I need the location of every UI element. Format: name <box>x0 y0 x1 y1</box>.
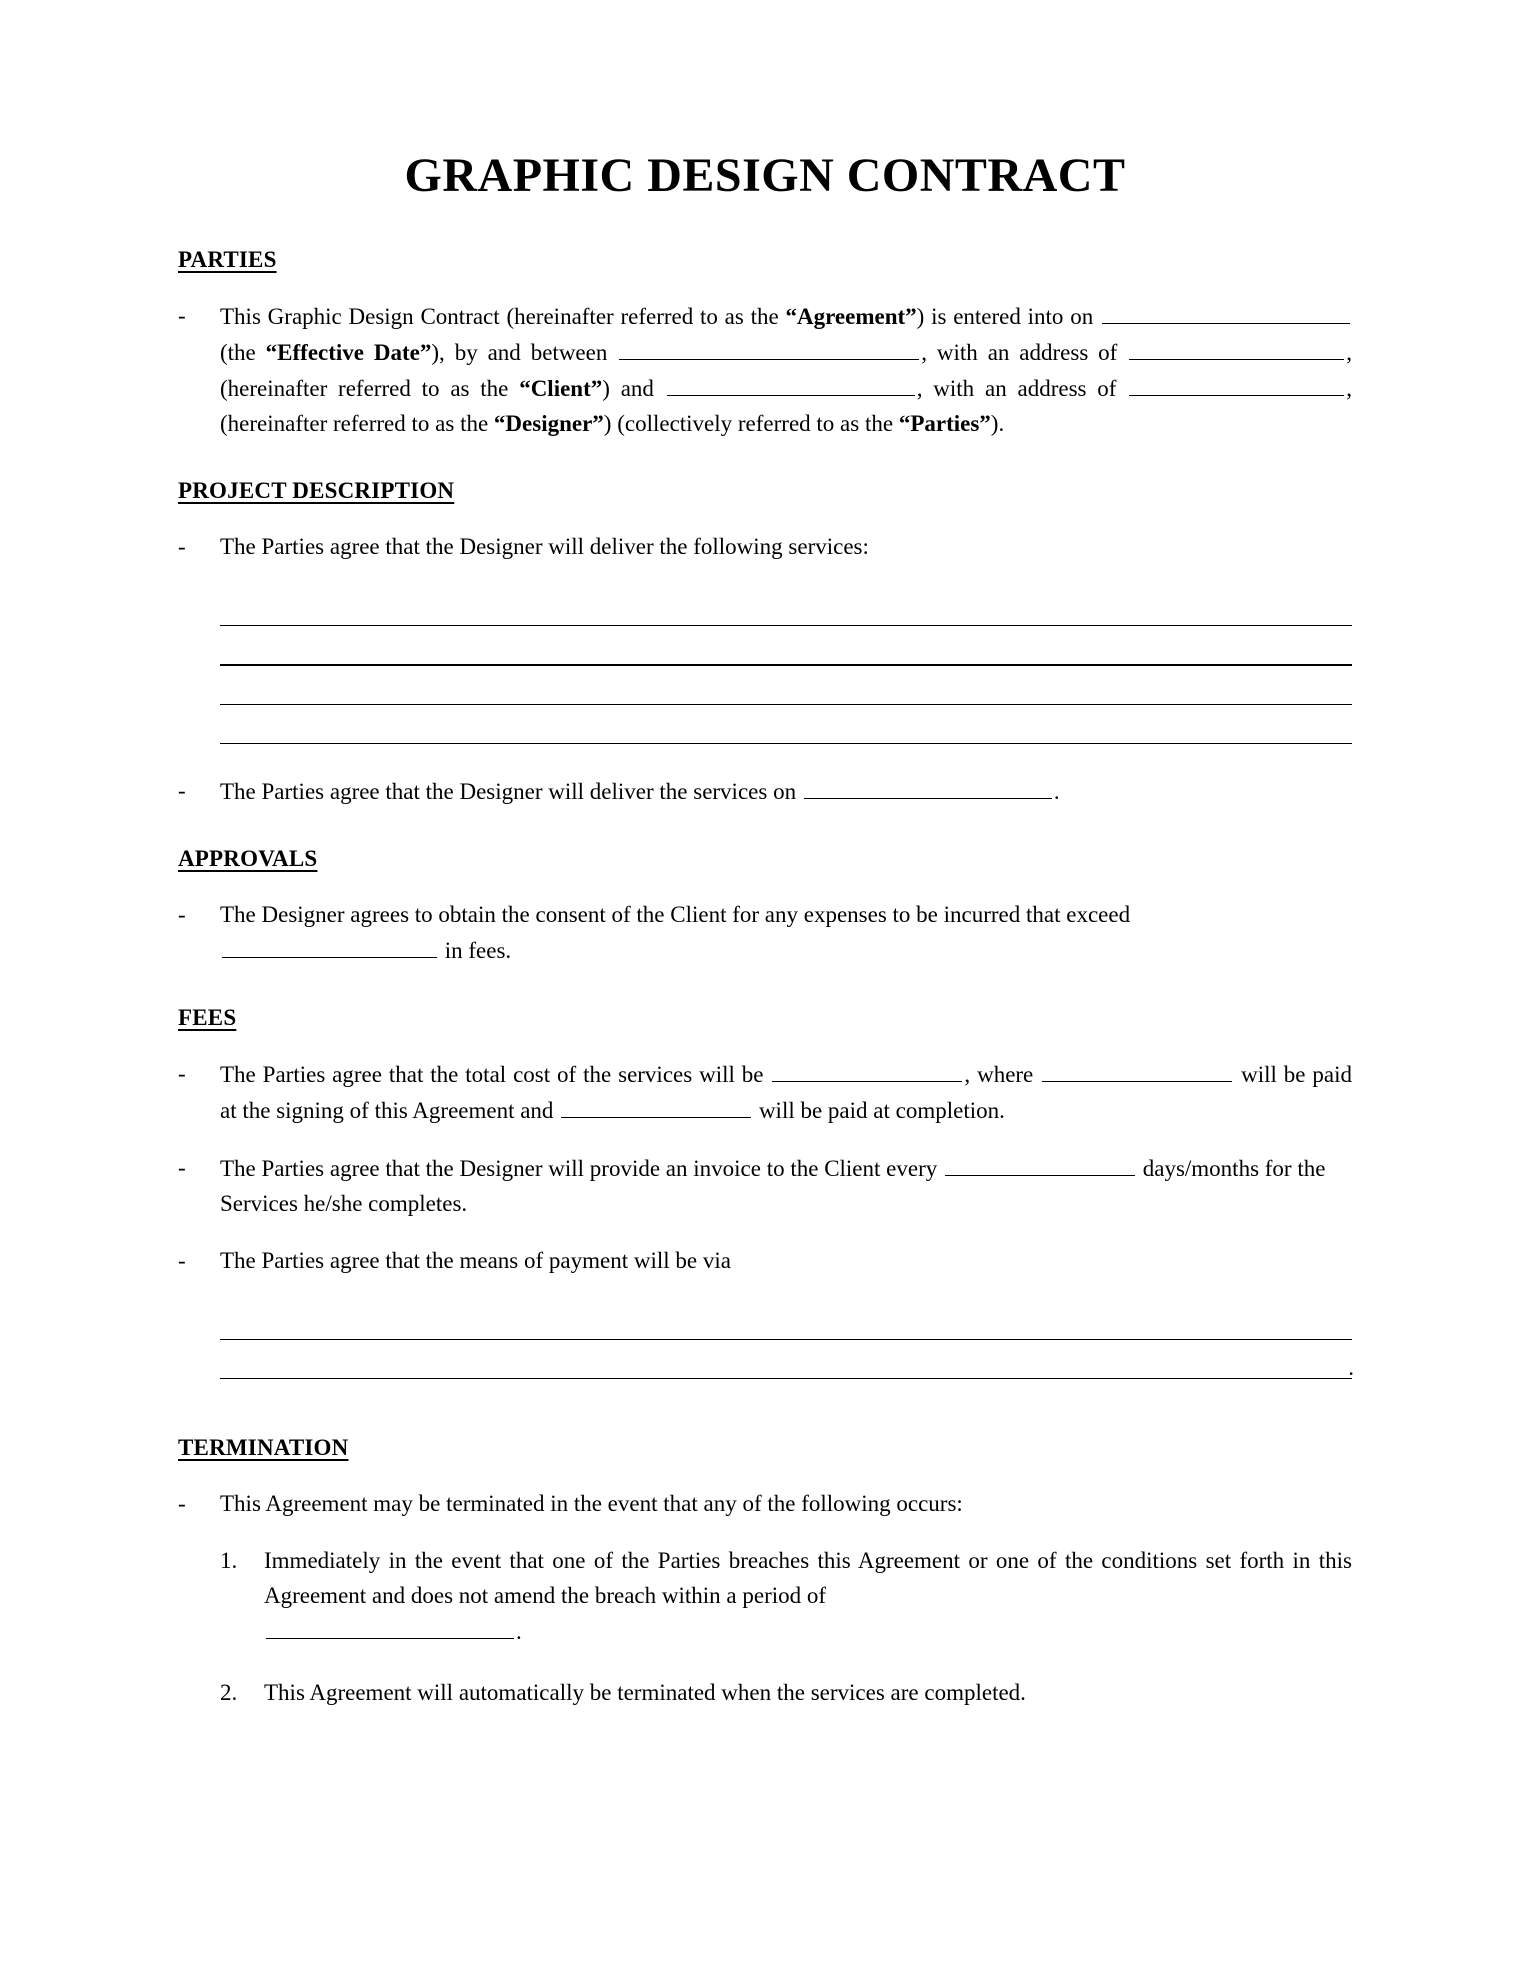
approvals-bullet <box>178 898 1352 969</box>
term-client: “Client” <box>519 376 603 402</box>
payment-means-blank-lines <box>178 1301 1352 1379</box>
designer-name-blank[interactable] <box>667 371 915 396</box>
termination-item-1 <box>178 1544 1352 1650</box>
page-title: GRAPHIC DESIGN CONTRACT <box>404 149 1126 202</box>
fees-payment-means-text: The Parties agree that the means of payment will be via <box>220 1248 731 1274</box>
designer-address-blank[interactable] <box>1129 371 1344 396</box>
section-heading-termination: TERMINATION <box>178 1435 349 1461</box>
termination-item-1-text <box>264 1544 1352 1650</box>
parties-text-6: , (hereinafter referred to as the <box>220 340 1352 402</box>
payment-means-period: . <box>1348 1355 1354 1381</box>
fees-text-4: will be paid at completion. <box>753 1098 1005 1124</box>
parties-text-10: ) (collectively referred to as the <box>603 411 899 437</box>
parties-bullet-text <box>220 299 1352 442</box>
delivery-date-suffix: . <box>1053 779 1060 805</box>
parties-text-8: , with an address of <box>916 376 1128 402</box>
fees-bullet-invoice <box>178 1151 1352 1222</box>
bullet-marker: - <box>178 902 186 928</box>
spacer <box>178 832 1352 846</box>
fees-bullet-total-cost <box>178 1057 1352 1129</box>
bullet-marker: - <box>178 302 186 328</box>
delivery-date-prefix: The Parties agree that the Designer will deliver the services on <box>220 779 802 805</box>
deposit-amount-blank[interactable] <box>1042 1057 1232 1082</box>
fees-invoice-text <box>220 1151 1352 1222</box>
approvals-suffix: in fees. <box>439 938 512 964</box>
bullet-marker: - <box>178 777 186 803</box>
parties-text-3: (the <box>220 340 266 366</box>
client-name-blank[interactable] <box>619 335 919 360</box>
parties-text-9: , (hereinafter referred to as the <box>220 376 1352 437</box>
bullet-marker: - <box>178 1248 186 1274</box>
fees-total-cost-text <box>220 1057 1352 1129</box>
section-heading-project-description: PROJECT DESCRIPTION <box>178 478 455 504</box>
project-description-blank-lines <box>178 587 1352 744</box>
client-address-blank[interactable] <box>1129 335 1344 360</box>
term-designer: “Designer” <box>493 411 604 437</box>
list-number: 2. <box>220 1680 238 1706</box>
section-project-description <box>178 478 1352 810</box>
section-approvals <box>178 846 1352 969</box>
approvals-text <box>220 898 1352 969</box>
delivery-date-blank[interactable] <box>804 774 1052 799</box>
section-parties <box>178 247 1352 442</box>
blank-write-line[interactable] <box>220 1340 1352 1379</box>
effective-date-blank[interactable] <box>1102 299 1350 324</box>
project-description-bullet-2 <box>178 774 1352 810</box>
invoice-text-2: days/months for the Services he/she completes. <box>220 1156 1326 1217</box>
fees-text-2: , where <box>964 1062 1041 1088</box>
blank-write-line[interactable] <box>220 587 1352 626</box>
parties-text-7: ) and <box>602 376 665 402</box>
termination-bullet <box>178 1487 1352 1522</box>
invoice-text-1: The Parties agree that the Designer will provide an invoice to the Client every <box>220 1156 943 1182</box>
spacer <box>178 1409 1352 1435</box>
section-heading-approvals: APPROVALS <box>178 846 318 872</box>
approvals-prefix: The Designer agrees to obtain the consent of the Client for any expenses to be incurred that exceed <box>220 902 1131 928</box>
parties-text-2: ) is entered into on <box>916 303 1100 329</box>
termination-item-2-text: This Agreement will automatically be terminated when the services are completed. <box>264 1680 1026 1706</box>
parties-text-1: This Graphic Design Contract (hereinafter referred to as the <box>220 303 786 329</box>
invoice-interval-blank[interactable] <box>945 1151 1135 1176</box>
spacer <box>178 991 1352 1005</box>
bullet-marker: - <box>178 1155 186 1181</box>
blank-write-line[interactable] <box>220 626 1352 666</box>
expense-limit-blank[interactable] <box>222 933 437 958</box>
termination-item-1-before: Immediately in the event that one of the Parties breaches this Agreement or one of the conditions set forth in this Agreement and does not amend the breach within a period of <box>264 1548 1352 1609</box>
section-fees <box>178 1005 1352 1379</box>
cure-period-blank[interactable] <box>266 1614 514 1639</box>
parties-text-5: , with an address of <box>921 340 1128 366</box>
project-description-bullet-1 <box>178 530 1352 565</box>
fees-text-3: will be paid at the signing of this Agreement and <box>220 1062 1353 1124</box>
section-heading-parties: PARTIES <box>178 246 277 272</box>
blank-write-line[interactable] <box>220 666 1352 705</box>
spacer <box>178 464 1352 478</box>
total-cost-blank[interactable] <box>772 1057 962 1082</box>
bullet-marker: - <box>178 1061 186 1087</box>
fees-text-1: The Parties agree that the total cost of the services will be <box>220 1062 771 1088</box>
section-heading-fees: FEES <box>178 1005 237 1031</box>
fees-bullet-payment-means <box>178 1244 1352 1279</box>
termination-item-1-after: . <box>516 1619 522 1645</box>
term-parties: “Parties” <box>898 411 991 437</box>
termination-intro-text: This Agreement may be terminated in the event that any of the following occurs: <box>220 1491 963 1517</box>
parties-text-11: ). <box>990 411 1005 437</box>
parties-text-4: ), by and between <box>431 340 618 366</box>
blank-write-line[interactable] <box>220 705 1352 744</box>
termination-item-2 <box>178 1676 1352 1711</box>
blank-write-line[interactable] <box>220 1301 1352 1340</box>
completion-amount-blank[interactable] <box>561 1093 751 1118</box>
term-effective-date: “Effective Date” <box>265 340 432 366</box>
parties-bullet <box>178 299 1352 442</box>
bullet-marker: - <box>178 534 186 560</box>
project-description-services-text: The Parties agree that the Designer will deliver the following services: <box>220 534 869 560</box>
delivery-date-text <box>220 774 1352 810</box>
term-agreement: “Agreement” <box>785 303 917 329</box>
bullet-marker: - <box>178 1491 186 1517</box>
section-termination <box>178 1435 1352 1711</box>
list-number: 1. <box>220 1548 238 1574</box>
